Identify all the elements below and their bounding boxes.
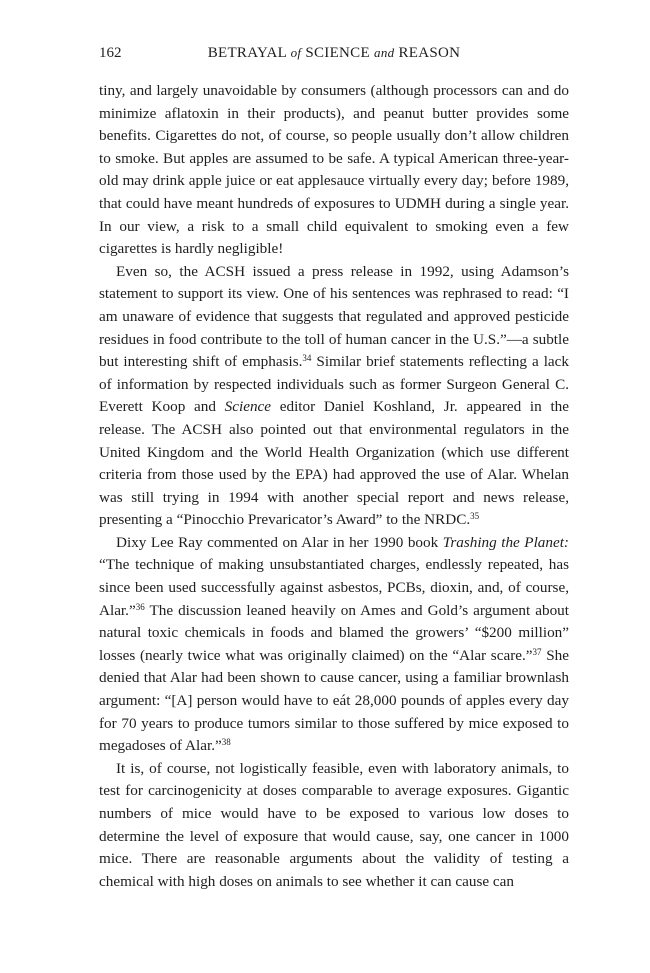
- paragraph-segment: She denied that Alar had been shown to cause cancer, using a familiar brownlash argument: “[A] person would have to eát 28,000 pounds of apples every day for 70 years to produce tumors similar to those suffered by mice exposed to megadoses of Alar.”: [99, 646, 569, 755]
- paragraph-segment: Even so, the ACSH issued a press release in 1992, using Adamson’s statement to support its view. One of his sentences was rephrased to read: “I am unaware of evidence that suggests that regulated and approved pesticide residues in food contribute to the toll of human cancer in the U.S.”—a subtle but interesting shift of emphasis.: [99, 262, 569, 371]
- title-word-betrayal: BETRAYAL: [207, 45, 287, 61]
- title-word-reason: REASON: [398, 45, 461, 61]
- body-text: [99, 80, 569, 893]
- italic-science: Science: [224, 398, 272, 416]
- italic-book-title: Trashing the Planet:: [442, 533, 569, 551]
- paragraph-segment: Similar brief statements reflecting a lack of information by respected individuals such as former Surgeon General C. Everett Koop and: [99, 353, 569, 416]
- book-title: [99, 42, 569, 64]
- paragraph-segment: The discussion leaned heavily on Ames and Gold’s argument about natural toxic chemicals in foods and blamed the growers’ “$200 million” losses (nearly twice what was originally claimed) on the “Alar scare.”: [99, 601, 569, 664]
- paragraph-continued: tiny, and largely unavoidable by consumers (although processors can and do minimize aflatoxin in their products), and peanut butter provides some benefits. Cigarettes do not, of course, so people usually don’t allow children to smoke. But apples are assumed to be safe. A typical American three-year-old may drink apple juice or eat applesauce virtually every day; before 1989, that could have meant hundreds of exposures to UDMH during a single year. In our view, a risk to a small child equivalent to smoking even a few cigarettes is hardly negligible!: [99, 82, 569, 258]
- paragraph-acsh: [99, 261, 569, 532]
- footnote-ref-34: 34: [302, 353, 312, 364]
- title-word-and: and: [374, 45, 395, 60]
- paragraph-feasibility: It is, of course, not logistically feasible, even with laboratory animals, to test for carcinogenicity at doses comparable to average exposures. Gigantic numbers of mice would have to be exposed to various low doses to determine the level of exposure that would cause, say, one cancer in 1000 mice. There are reasonable arguments about the validity of testing a chemical with high doses on animals to see whether it can cause can: [99, 759, 569, 890]
- paragraph-segment: Dixy Lee Ray commented on Alar in her 1990 book: [116, 533, 443, 551]
- footnote-ref-38: 38: [221, 737, 231, 748]
- paragraph-segment: “The technique of making unsubstantiated charges, endlessly repeated, has since been used successfully against asbestos, PCBs, dioxin, and, of course, Alar.”: [99, 556, 569, 619]
- paragraph-dixy-lee-ray: [99, 532, 569, 758]
- footnote-ref-35: 35: [470, 511, 480, 522]
- page-number: 162: [99, 45, 122, 61]
- paragraph-segment: editor Daniel Koshland, Jr. appeared in the release. The ACSH also pointed out that environmental regulators in the United Kingdom and the World Health Organization (which use different criteria from those used by the EPA) had approved the use of Alar. Whelan was still trying in 1994 with another special report and news release, presenting a “Pinocchio Prevaricator’s Award” to the NRDC.: [99, 398, 570, 529]
- footnote-ref-37: 37: [532, 646, 542, 657]
- title-word-of: of: [290, 45, 302, 60]
- footnote-ref-36: 36: [135, 601, 145, 612]
- running-head: [99, 42, 569, 64]
- title-word-science: SCIENCE: [305, 45, 370, 61]
